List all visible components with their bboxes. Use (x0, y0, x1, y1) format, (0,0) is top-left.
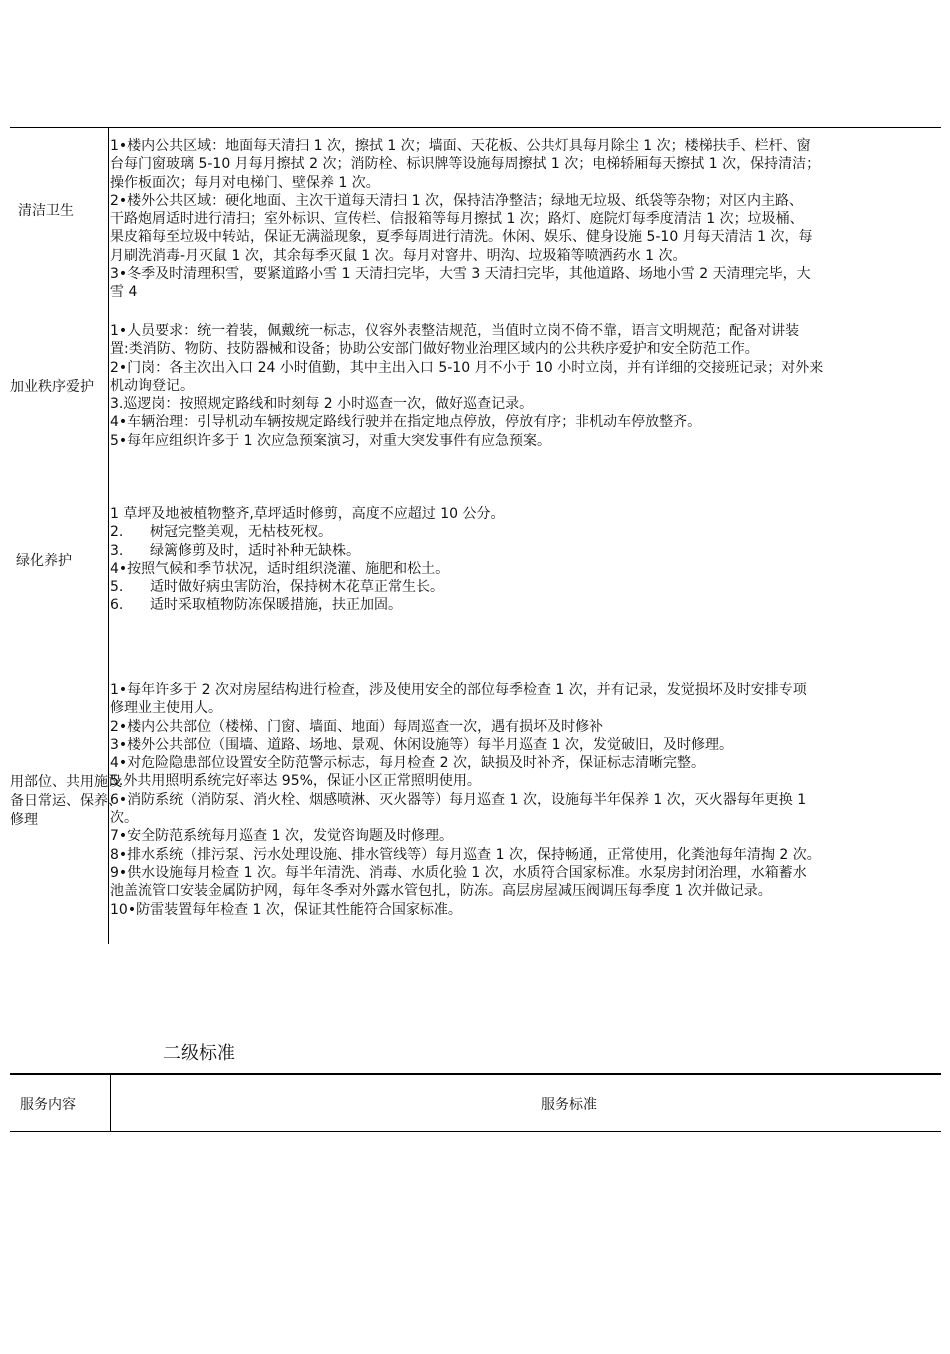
table2-top-border (10, 1073, 941, 1075)
category-cleaning: 清洁卫生 (18, 203, 74, 219)
standard-line: 5. 适时做好病虫害防治，保持树木花草正常生长。 (110, 579, 445, 596)
standard-line: 置:类消防、物防、技防器械和设备；协助公安部门做好物业治理区域内的公共秩序爱护和安全防范工作。 (110, 341, 759, 358)
standard-line: 10•防雷装置每年检查 1 次，保证其性能符合国家标准。 (110, 901, 462, 918)
standard-line: 5•每年应组织许多于 1 次应急预案演习，对重大突发事件有应急预案。 (110, 432, 551, 449)
standard-line: 4•按照气候和季节状况，适时组织浇灌、施肥和松土。 (110, 560, 450, 577)
standard-line: 3. 绿篱修剪及时，适时补种无缺株。 (110, 542, 361, 559)
table1-top-border (10, 127, 941, 128)
standard-line: 5.外共用照明系统完好率达 95%，保证小区正常照明使用。 (110, 773, 481, 790)
standard-line: 2. 树冠完整美观，无枯枝死杈。 (110, 524, 333, 541)
category-greening: 绿化养护 (16, 553, 72, 569)
category-public-order: 加业秩序爱护 (10, 379, 94, 395)
standard-line: 干路炮屑适时进行清扫；室外标识、宣传栏、信报箱等每月擦拭 1 次；路灯、庭院灯每季度清洁 1 次；垃圾桶、 (110, 211, 804, 228)
standard-line: 1 草坪及地被植物整齐,草坪适时修剪，高度不应超过 10 公分。 (110, 506, 505, 522)
standard-line: 2•门岗：各主次出入口 24 小时值勤，其中主出入口 5-10 月不小于 10 小时立岗，并有详细的交接班记录；对外来 (110, 359, 824, 376)
standard-line: 果皮箱每至垃圾中转站，保证无满溢现象，夏季每周进行清洗。休闲、娱乐、健身设施 5-10 月每天清洁 1 次，每 (110, 229, 813, 246)
standard-line: 8•排水系统（排污泵、污水处理设施、排水管线等）每月巡查 1 次，保持畅通，正常使用，化粪池每年清掏 2 次。 (110, 846, 821, 863)
standards-cleaning (110, 137, 942, 302)
standard-line: 修理业主使用人。 (110, 700, 222, 717)
standard-line: 1•人员要求：统一着装，佩戴统一标志，仪容外表整洁规范，当值时立岗不倚不靠，语言文明规范；配备对讲装 (110, 323, 800, 339)
standard-line: 4•对危险隐患部位设置安全防范警示标志，每月检查 2 次，缺损及时补齐，保证标志清晰完整。 (110, 755, 705, 772)
standard-line: 2•楼外公共区域：硬化地面、主次干道每天清扫 1 次，保持洁净整洁；绿地无垃圾、纸袋等杂物；对区内主路、 (110, 192, 803, 209)
table2-header-bottom-border (10, 1131, 941, 1132)
standard-line: 6•消防系统（消防泵、消火栓、烟感喷淋、灭火器等）每月巡查 1 次，设施每半年保养 1 次，灭火器每年更换 1 (110, 791, 807, 808)
standard-line: 9•供水设施每月检查 1 次。每半年清洗、消毒、水质化验 1 次，水质符合国家标准。水泵房封闭治理，水箱蓄水 (110, 864, 807, 881)
standard-line: 1•每年许多于 2 次对房屋结构进行检查，涉及使用安全的部位每季检查 1 次，并有记录，发觉损坏及时安排专项 (110, 682, 807, 698)
standard-line: 月刷洗消毒-月灭鼠 1 次，其余每季灭鼠 1 次。每月对窨井、明沟、垃圾箱等喷洒药水 1 次。 (110, 247, 687, 264)
standard-line: 3•楼外公共部位（围墙、道路、场地、景观、休闲设施等）每半月巡查 1 次，发觉破旧，及时修理。 (110, 736, 733, 753)
standard-line: 7•安全防范系统每月巡查 1 次，发觉咨询题及时修理。 (110, 828, 453, 845)
standards-facilities-maintenance (110, 681, 942, 919)
standards-greening (110, 505, 942, 615)
standard-line: 2•楼内公共部位（楼梯、门窗、墙面、地面）每周巡查一次，遇有损坏及时修补 (110, 718, 604, 735)
table2-column-divider (110, 1074, 111, 1132)
standards-public-order (110, 322, 942, 450)
standard-line: 池盖流管口安装金属防护网，每年冬季对外露水管包扎，防冻。高层房屋减压阀调压每季度 1 次并做记录。 (110, 883, 772, 900)
category-facilities-maintenance: 用部位、共用施设备日常运、保养、修理 (10, 774, 122, 828)
standard-line: 操作板面次；每月对电梯门、壁保养 1 次。 (110, 174, 380, 191)
standard-line: 次。 (110, 810, 138, 827)
header-service-content: 服务内容 (20, 1097, 76, 1113)
standard-line: 4•车辆治理：引导机动车辆按规定路线行驶并在指定地点停放，停放有序；非机动车停放整齐。 (110, 414, 702, 431)
standard-line: 3.巡逻岗：按照规定路线和时刻每 2 小时巡查一次，做好巡查记录。 (110, 396, 534, 413)
standard-line: 机动询登记。 (110, 377, 194, 394)
standard-line: 雪 4 (110, 284, 138, 301)
standard-line: 3•冬季及时清理积雪，要紧道路小雪 1 天清扫完毕，大雪 3 天清扫完毕，其他道路、场地小雪 2 天清理完毕，大 (110, 266, 811, 283)
section-title: 二级标准 (163, 1043, 235, 1064)
header-service-standard: 服务标准 (541, 1097, 597, 1113)
standard-line: 1•楼内公共区域：地面每天清扫 1 次，擦拭 1 次；墙面、天花板、公共灯具每月除尘 1 次；楼梯扶手、栏杆、窗 (110, 138, 811, 154)
standard-line: 6. 适时采取植物防冻保暖措施，扶正加固。 (110, 597, 403, 614)
standard-line: 台每门窗玻璃 5-10 月每月擦拭 2 次；消防栓、标识牌等设施每周擦拭 1 次；电梯轿厢每天擦拭 1 次，保持清洁； (110, 156, 821, 173)
